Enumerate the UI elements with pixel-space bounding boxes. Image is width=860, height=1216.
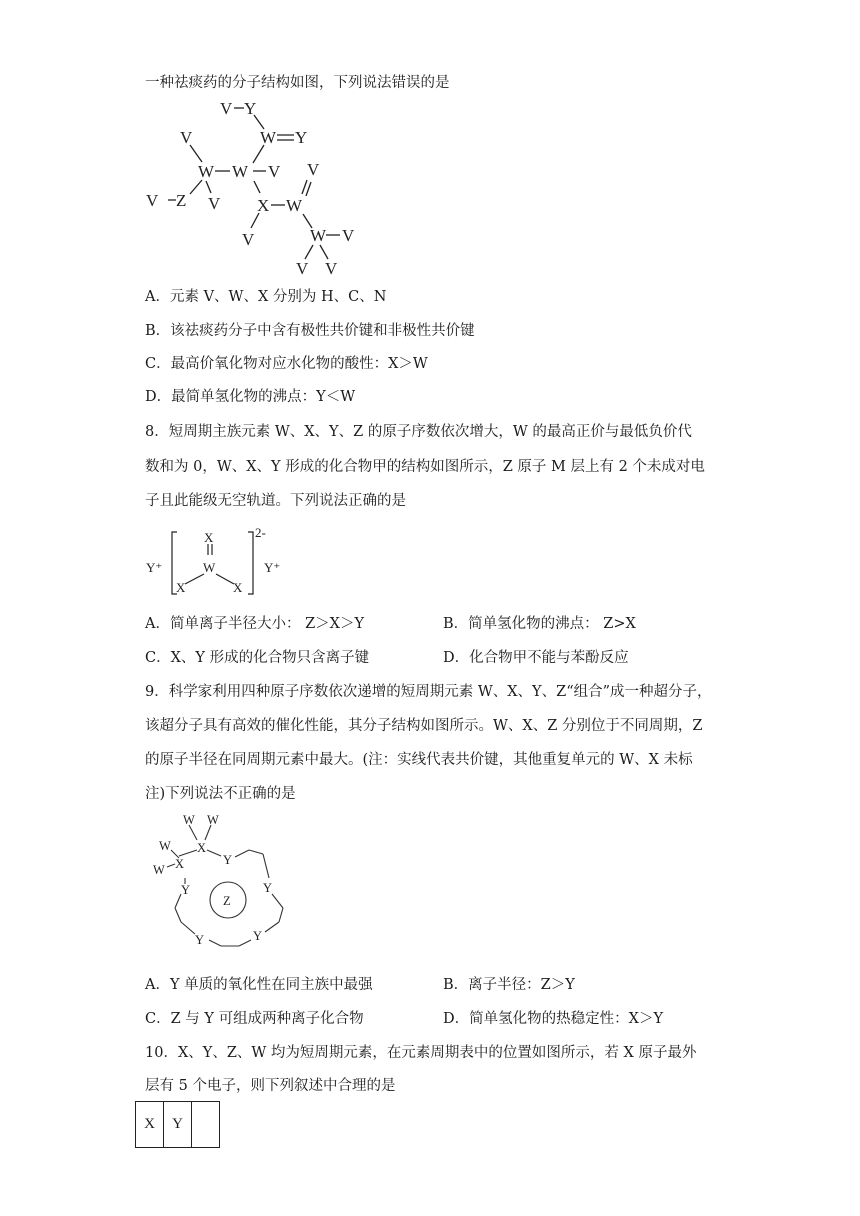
q8-option-b: B．简单氢化物的沸点： Z>X (443, 616, 636, 632)
atom: Y (181, 883, 191, 897)
cation-right: Y⁺ (264, 560, 281, 575)
atom: X (204, 530, 214, 545)
q9-option-c: C．Z 与 Y 可组成两种离子化合物 (145, 1011, 364, 1027)
atom: W (153, 863, 165, 877)
q7-option-b: B．该祛痰药分子中含有极性共价键和非极性共价键 (145, 323, 475, 339)
atom: Y (195, 933, 205, 947)
atom: V (220, 99, 233, 118)
q8-option-a: A．简单离子半径大小： Z＞X＞Y (145, 616, 365, 632)
cation-left: Y⁺ (146, 560, 163, 575)
atom: Y (295, 128, 308, 147)
atom: V (208, 194, 221, 213)
q10-stem-line1: 10．X、Y、Z、W 均为短周期元素，在元素周期表中的位置如图所示，若 X 原子最外 (145, 1045, 697, 1061)
q9-option-a: A．Y 单质的氧化性在同主族中最强 (145, 977, 373, 993)
atom: X (175, 857, 185, 871)
q8-structure-diagram (140, 522, 300, 602)
atom: Y (253, 929, 263, 943)
atom: Z (176, 191, 187, 210)
atom: V (268, 162, 281, 181)
atom: X (233, 580, 243, 595)
anion-charge: 2- (255, 525, 266, 540)
q8-option-c: C．X、Y 形成的化合物只含离子键 (145, 650, 370, 666)
q9-structure-diagram (145, 812, 320, 972)
q7-option-d: D．最简单氢化物的沸点：Y＜W (145, 389, 356, 405)
q7-structure-diagram (140, 93, 380, 283)
q8-option-d: D．化合物甲不能与苯酚反应 (443, 650, 629, 666)
atom: V (325, 259, 338, 278)
atom: X (176, 580, 186, 595)
atom: W (207, 813, 219, 827)
q7-option-a: A．元素 V、W、X 分别为 H、C、N (145, 289, 387, 305)
atom: W (203, 560, 216, 575)
q9-stem-line2: 该超分子具有高效的催化性能，其分子结构如图所示。W、X、Z 分别位于不同周期，Z (145, 718, 703, 734)
atom: V (307, 160, 320, 179)
atom: W (232, 162, 249, 181)
atom: W (198, 162, 215, 181)
atom: Y (244, 99, 257, 118)
atom: W (159, 839, 171, 853)
atom: V (342, 226, 355, 245)
atom: W (260, 128, 277, 147)
q8-stem-line1: 8．短周期主族元素 W、X、Y、Z 的原子序数依次增大，W 的最高正价与最低负价代 (145, 424, 692, 440)
atom: V (146, 191, 159, 210)
q8-stem-line2: 数和为 0，W、X、Y 形成的化合物甲的结构如图所示，Z 原子 M 层上有 2 个未成对电 (145, 459, 705, 475)
q9-option-d: D．简单氢化物的热稳定性：X＞Y (443, 1011, 664, 1027)
atom: X (257, 196, 270, 215)
atom: W (310, 226, 327, 245)
table-cell-empty (192, 1102, 220, 1148)
atom: V (180, 128, 193, 147)
q9-stem-line3: 的原子半径在同周期元素中最大。(注：实线代表共价键，其他重复单元的 W、X 未标 (145, 752, 693, 768)
q10-stem-line2: 层有 5 个电子，则下列叙述中合理的是 (145, 1078, 396, 1094)
atom: V (242, 230, 255, 249)
atom: Z (223, 894, 231, 908)
q8-stem-line3: 子且此能级无空轨道。下列说法正确的是 (145, 493, 406, 509)
q9-option-b: B．离子半径：Z＞Y (443, 977, 575, 993)
atom: W (286, 196, 303, 215)
atom: Y (223, 853, 233, 867)
atom: X (197, 841, 207, 855)
q7-stem: 一种祛痰药的分子结构如图，下列说法错误的是 (145, 75, 450, 91)
q9-stem-line1: 9．科学家利用四种原子序数依次递增的短周期元素 W、X、Y、Z“组合”成一种超分子， (145, 684, 712, 700)
table-cell-x: X (136, 1102, 164, 1148)
atom: W (183, 813, 195, 827)
table-cell-y: Y (164, 1102, 192, 1148)
q7-option-c: C．最高价氧化物对应水化物的酸性：X＞W (145, 356, 428, 372)
atom: Y (263, 881, 273, 895)
q9-stem-line4: 注)下列说法不正确的是 (145, 786, 296, 802)
periodic-table-fragment (135, 1101, 220, 1148)
atom: V (296, 259, 309, 278)
